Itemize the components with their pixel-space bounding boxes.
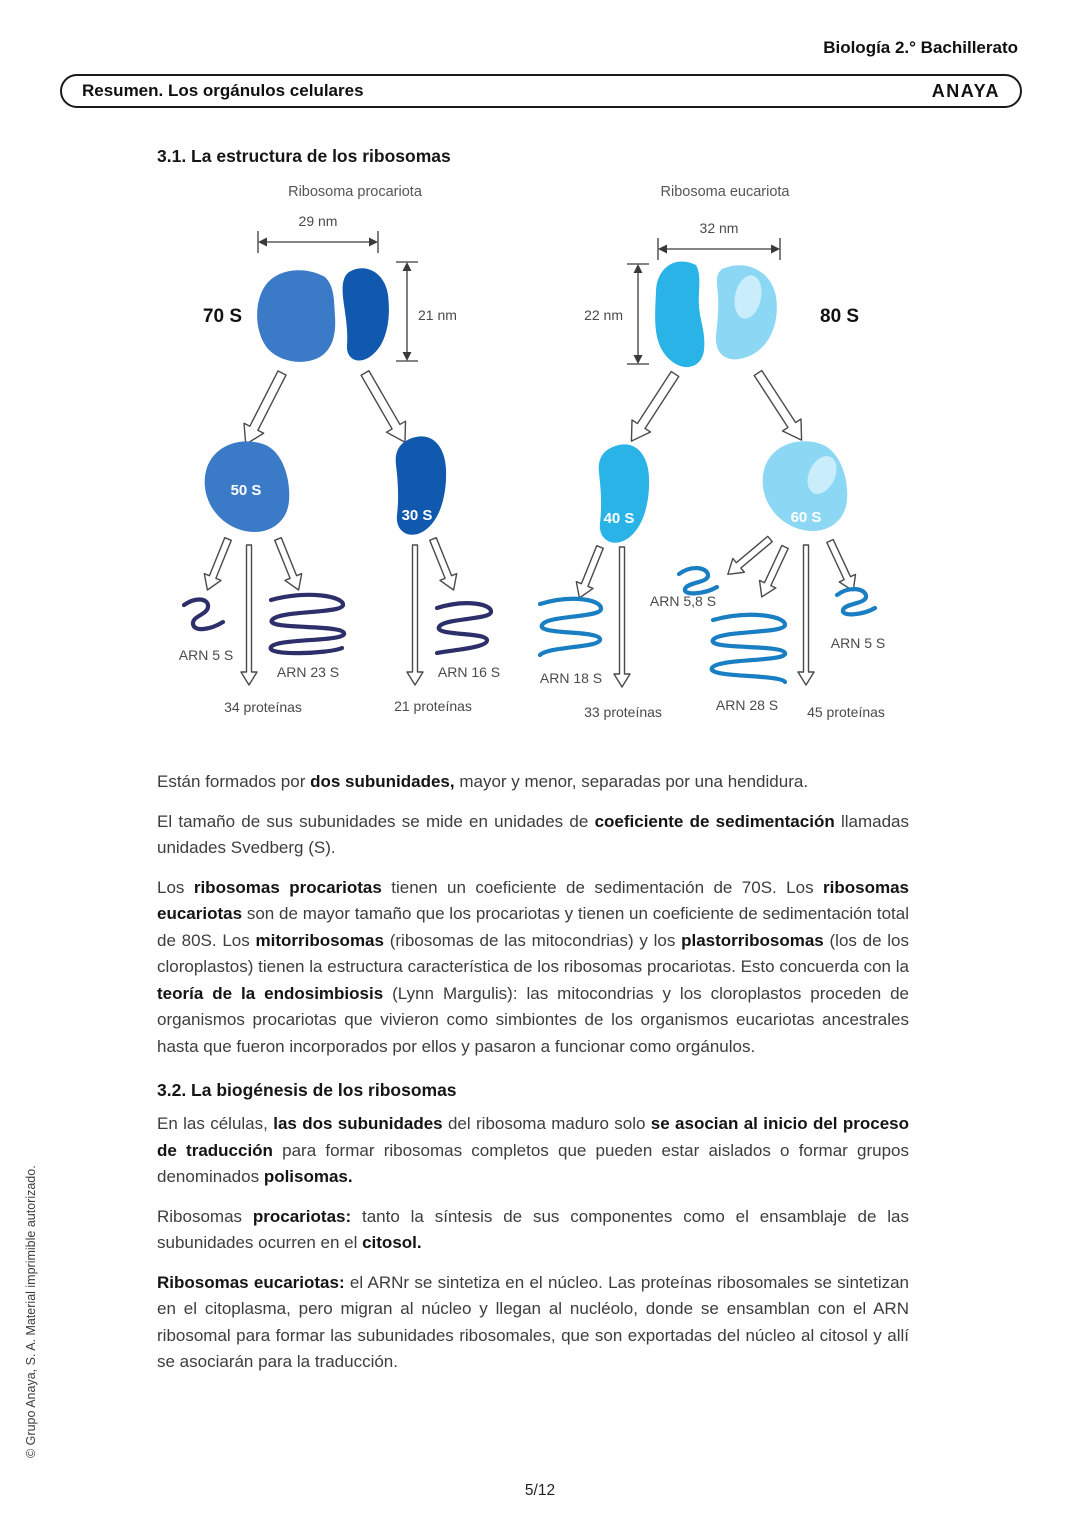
arrow-50s-to-arn5s: [199, 536, 236, 594]
ribosome-80s-small-subunit-shape: [655, 261, 704, 367]
measurement-21nm: [396, 262, 457, 361]
anaya-logo: ANAYA: [931, 80, 1000, 101]
ribosome-70s-small-subunit-shape: [343, 268, 389, 360]
rna-arn23s: [271, 595, 344, 653]
paragraph-eukaryote-assembly: Ribosomas eucariotas: el ARNr se sintetiza en el núcleo. Las proteínas ribosomales se sintetizan en el citoplasma, pero migran al núcleo y llegan al nucléolo, donde se ensamblan con el ARN ribosomal para formar las subunidades ribosomales, que son exportadas del núcleo al citosol y allí se asociarán para la traducción.: [157, 1272, 910, 1371]
eukaryote-height-label: 22 nm: [584, 307, 623, 323]
arrow-30s-to-arn16s: [425, 536, 462, 594]
label-45-proteins: 45 proteínas: [807, 704, 885, 720]
label-33-proteins: 33 proteínas: [584, 704, 662, 720]
label-arn5s-eukaryote: ARN 5 S: [830, 635, 886, 651]
rna-arn16s: [437, 603, 491, 653]
paragraph-sedimentation-theory: Los ribosomas procariotas tienen un coeficiente de sedimentación de 70S. Los ribosomas eucariotas son de mayor tamaño que los procariotas y tienen un coeficiente de sedimentación total de 80S. Los mitorribosomas (ribosomas de las mitocondrias) y los plastorribosomas (los de los cloroplastos) tienen la estructura característica de los ribosomas procariotas. Esto concuerda con la teoría de la endosimbiosis (Lynn Margulis): las mitocondrias y los cloroplastos proceden de organismos procariotas que vivieron como simbiontes de los organismos eucariotas ancestrales hasta que fueron incorporados por ellos y pasaron a funcionar como orgánulos.: [157, 877, 910, 1056]
body-text: [157, 769, 909, 1376]
rna-arn5s-eukaryote: [837, 589, 875, 614]
label-arn16s: ARN 16 S: [437, 664, 501, 680]
arrow-60s-to-arn5s: [822, 537, 862, 594]
section-3-1-title: 3.1. La estructura de los ribosomas: [157, 146, 451, 166]
arrow-60s-to-arn58s: [722, 532, 776, 581]
subunit-40s-label: 40 S: [603, 510, 635, 527]
subunit-60s-label: 60 S: [790, 509, 822, 526]
arrow-40s-to-arn18s: [571, 544, 608, 602]
section-3-2-title: 3.2. La biogénesis de los ribosomas: [157, 1080, 457, 1100]
label-arn23s: ARN 23 S: [276, 664, 340, 680]
label-arn5s-prokaryote: ARN 5 S: [178, 647, 234, 663]
label-arn58s: ARN 5,8 S: [649, 593, 717, 609]
ribosome-70s-large-subunit-shape: [257, 270, 335, 362]
prokaryote-diagram: [179, 184, 500, 715]
arrow-50s-to-proteins: [241, 545, 257, 685]
arrow-30s-to-proteins: [407, 545, 423, 685]
prokaryote-sedimentation-label: 70 S: [202, 306, 242, 327]
label-arn28s: ARN 28 S: [715, 697, 779, 713]
arrow-80s-to-40s: [622, 368, 684, 447]
eukaryote-width-label: 32 nm: [699, 220, 739, 236]
arrow-40s-to-proteins: [614, 547, 630, 687]
copyright-sidebar: © Grupo Anaya, S. A. Material imprimible autorizado.: [24, 1165, 38, 1458]
label-34-proteins: 34 proteínas: [224, 699, 302, 715]
arrow-70s-to-30s: [355, 368, 414, 448]
prokaryote-title: Ribosoma procariota: [288, 184, 422, 200]
arrow-50s-to-arn23s: [270, 536, 307, 594]
subunit-30s-label: 30 S: [401, 507, 433, 524]
measurement-22nm: [584, 264, 649, 364]
rna-arn28s: [712, 615, 785, 682]
page-content: [157, 146, 909, 1389]
arrow-80s-to-60s: [749, 367, 811, 446]
subunit-50s-label: 50 S: [230, 482, 262, 499]
page-number: 5/12: [524, 1482, 556, 1499]
eukaryote-diagram: [540, 184, 885, 720]
paragraph-subunits: Están formados por dos subunidades, mayor y menor, separadas por una hendidura.: [157, 772, 809, 791]
label-21-proteins: 21 proteínas: [394, 698, 472, 714]
rna-arn18s: [540, 599, 601, 655]
label-arn18s: ARN 18 S: [539, 670, 603, 686]
measurement-32nm: [658, 220, 780, 260]
header-title: Resumen. Los orgánulos celulares: [82, 81, 364, 100]
arrow-70s-to-50s: [236, 368, 292, 449]
eukaryote-sedimentation-label: 80 S: [820, 306, 860, 327]
course-label: Biología 2.° Bachillerato: [823, 38, 1018, 57]
ribosome-diagram: [130, 179, 1030, 739]
paragraph-prokaryote-assembly: Ribosomas procariotas: tanto la síntesis de sus componentes como el ensamblaje de las subunidades ocurren en el citosol.: [157, 1206, 909, 1252]
measurement-29nm: [258, 213, 378, 253]
subunit-40s-shape: [599, 444, 649, 542]
header-bar: [60, 74, 1022, 108]
rna-arn58s: [679, 568, 717, 593]
arrow-60s-to-proteins: [798, 545, 814, 685]
paragraph-svedberg: El tamaño de sus subunidades se mide en unidades de coeficiente de sedimentación llamadas unidades Svedberg (S).: [157, 811, 909, 857]
prokaryote-height-label: 21 nm: [418, 307, 457, 323]
rna-arn5s-prokaryote: [184, 599, 223, 629]
paragraph-biogenesis-intro: En las células, las dos subunidades del ribosoma maduro solo se asocian al inicio del proceso de traducción para formar ribosomas completos que pueden estar aislados o formar grupos denominados polisomas.: [157, 1114, 910, 1186]
eukaryote-title: Ribosoma eucariota: [660, 184, 790, 200]
prokaryote-width-label: 29 nm: [298, 213, 338, 229]
